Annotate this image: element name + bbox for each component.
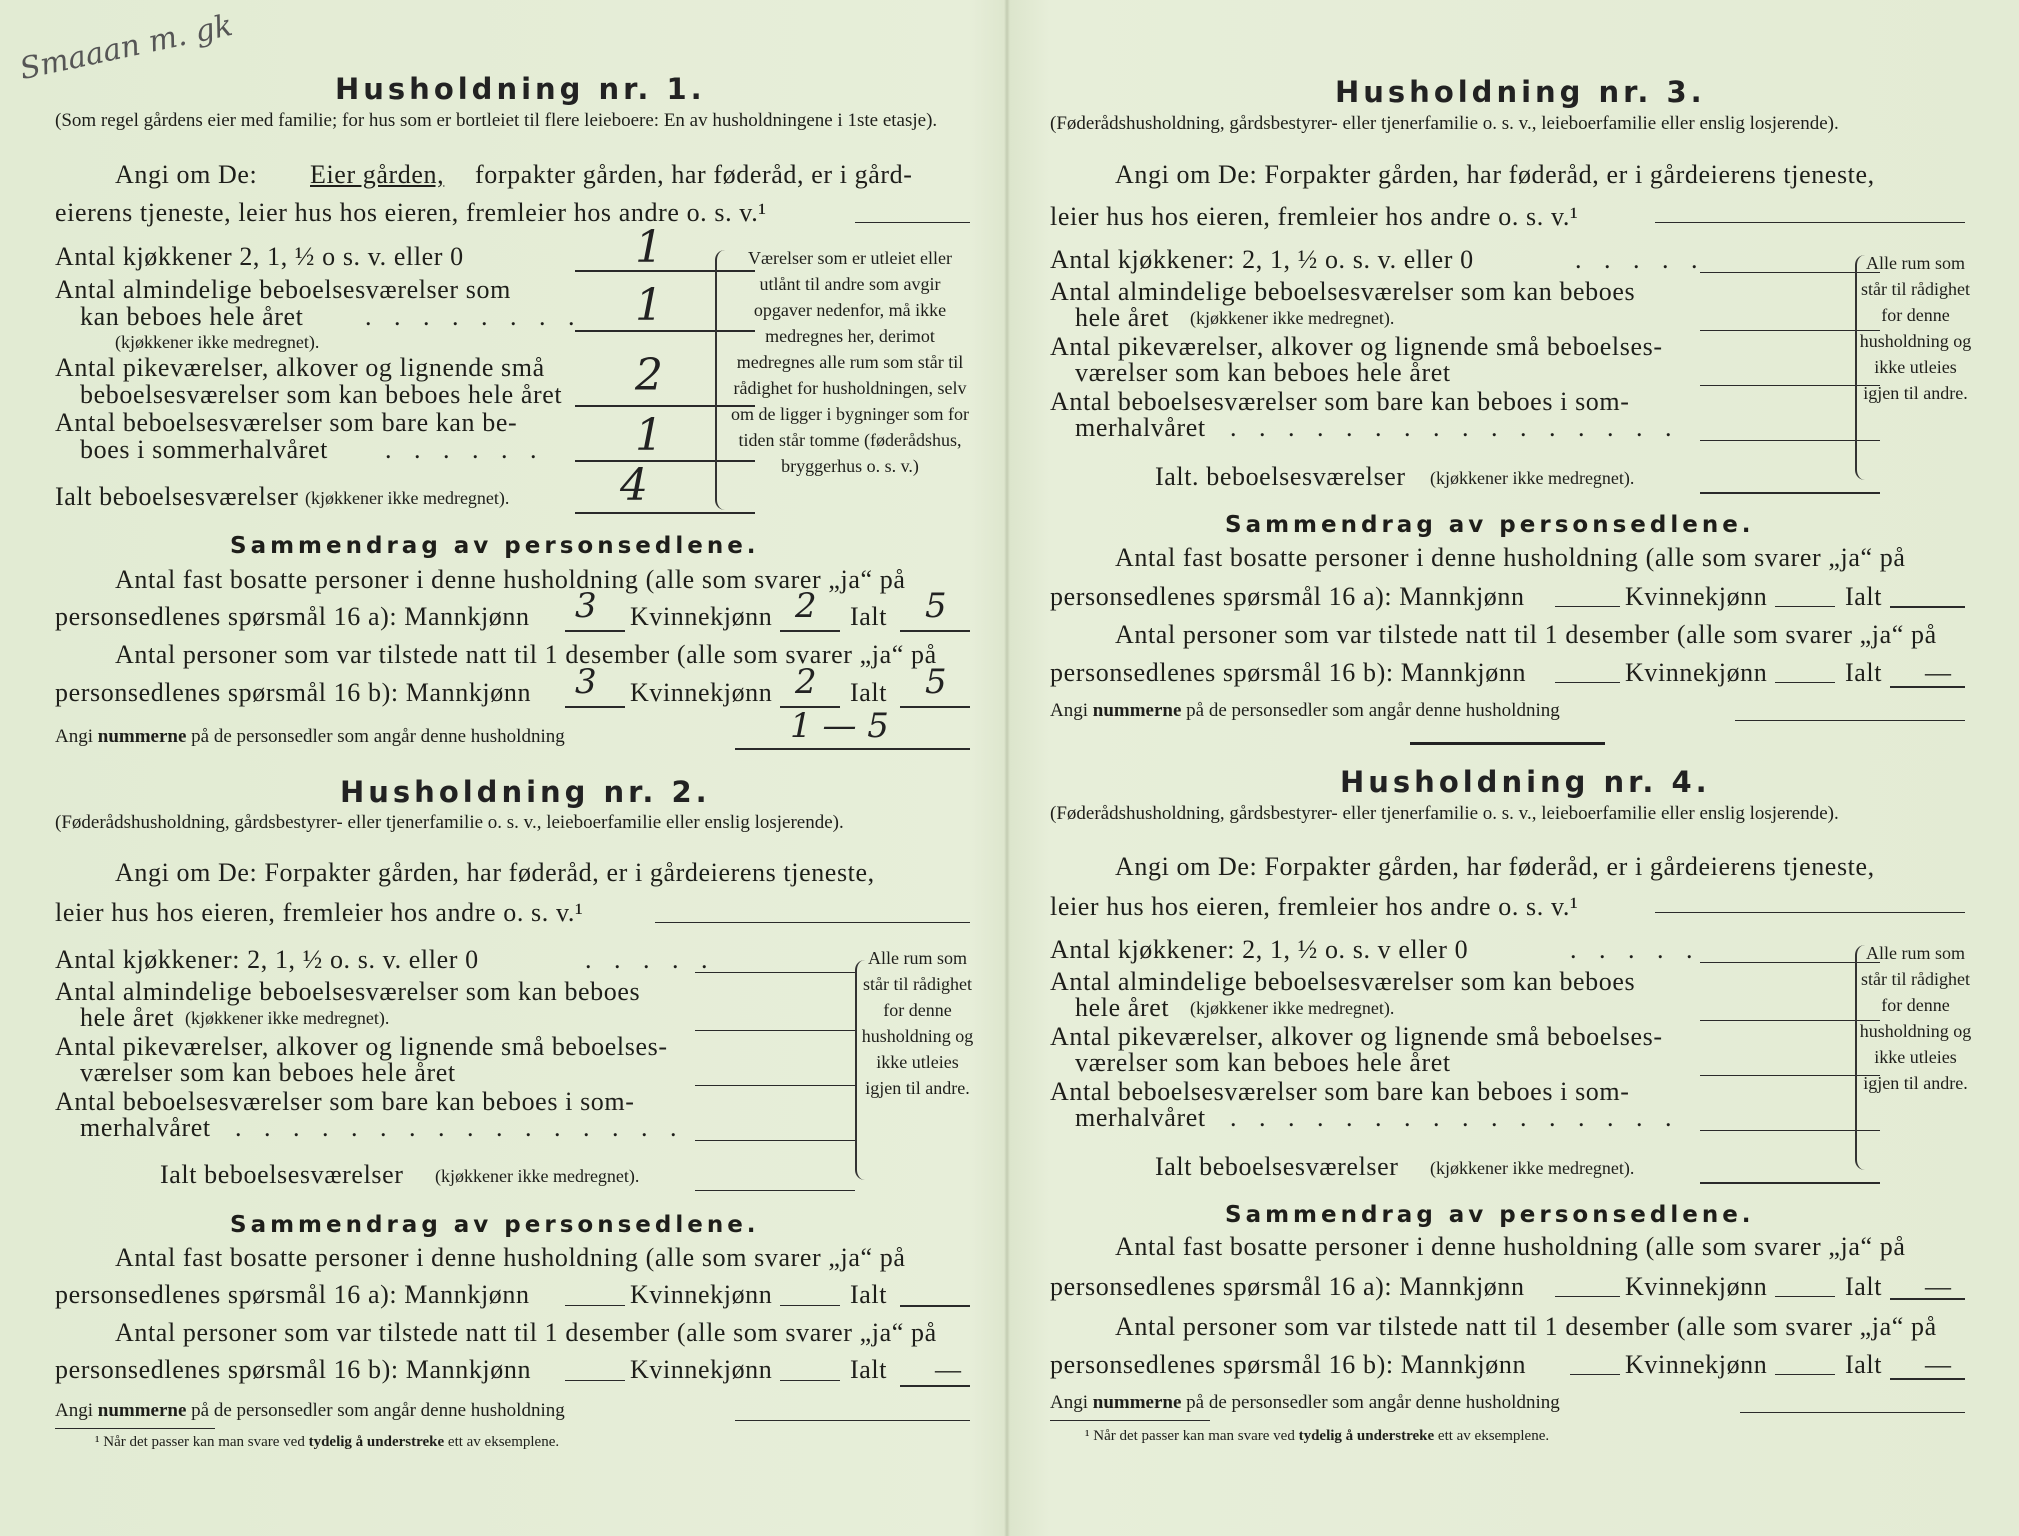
h3-s1-female-label: Kvinnekjønn	[1625, 582, 1768, 611]
h2-rooms-line	[695, 1030, 855, 1031]
h3-total-label: Ialt. beboelsesværelser	[1155, 462, 1406, 491]
h1-s1-text: Antal fast bosatte personer i denne husholdning (alle som svarer „ja“ på	[115, 565, 906, 594]
h3-summer-rooms-label-2: merhalvåret	[1075, 413, 1206, 442]
h2-summary-title: Sammendrag av personsedlene.	[230, 1212, 760, 1238]
h4-kitchens-dots: . . . . .	[1570, 935, 1701, 964]
h1-s1-male-line	[565, 630, 625, 632]
h4-summer-rooms-label-2: merhalvåret	[1075, 1103, 1206, 1132]
h1-total-value[interactable]: 4	[620, 460, 648, 511]
h3-summer-dots: . . . . . . . . . . . . . . . .	[1230, 413, 1680, 442]
h2-s1-male-line	[565, 1305, 625, 1306]
h2-numbers-c: på de personsedler som angår denne husholdning	[191, 1400, 565, 1421]
h4-numbers-label	[1050, 1392, 1560, 1414]
h4-s2-total-label: Ialt	[1845, 1350, 1883, 1379]
h3-small-rooms-label: Antal pikeværelser, alkover og lignende små beboelses-	[1050, 332, 1663, 361]
h4-kitchens-line	[1700, 962, 1880, 963]
h1-total-note: (kjøkkener ikke medregnet).	[305, 488, 510, 508]
h4-summary-title: Sammendrag av personsedlene.	[1225, 1202, 1755, 1228]
h3-numbers-c: på de personsedler som angår denne husholdning	[1186, 700, 1560, 721]
h1-s2-female-label: Kvinnekjønn	[630, 678, 773, 707]
h4-rooms-note: (kjøkkener ikke medregnet).	[1190, 998, 1395, 1018]
h1-s1-female-label: Kvinnekjønn	[630, 602, 773, 631]
h2-s1-total-label: Ialt	[850, 1280, 888, 1309]
h2-total-line	[695, 1190, 855, 1191]
h4-rooms-line	[1700, 1020, 1880, 1021]
h2-side-note: Alle rum som står til rådighet for denne husholdning og ikke utleies igjen til andre.	[861, 948, 974, 1098]
h3-s1-male-line	[1555, 606, 1620, 607]
h4-rooms-label-2: hele året	[1075, 993, 1170, 1022]
h1-s2-total-line	[900, 706, 970, 708]
h2-total-note: (kjøkkener ikke medregnet).	[435, 1166, 640, 1186]
h1-rooms-note: (kjøkkener ikke medregnet).	[115, 332, 320, 352]
h4-footnote-c: ett av eksemplene.	[1437, 1428, 1550, 1444]
h3-rooms-label-2: hele året	[1075, 303, 1170, 332]
h4-s2-total[interactable]: —	[1925, 1350, 1952, 1379]
h4-rooms-label: Antal almindelige beboelsesværelser som kan beboes	[1050, 967, 1636, 996]
h3-rooms-label: Antal almindelige beboelsesværelser som kan beboes	[1050, 277, 1636, 306]
h3-rooms-note: (kjøkkener ikke medregnet).	[1190, 308, 1395, 328]
h1-kitchens-value[interactable]: 1	[635, 222, 663, 273]
h1-small-rooms-label-2: beboelsesværelser som kan beboes hele året	[80, 380, 563, 409]
h1-summer-dots: . . . . . .	[385, 435, 545, 464]
household-2-title: Husholdning nr. 2.	[340, 775, 711, 809]
h1-summer-rooms-label-2: boes i sommerhalvåret	[80, 435, 328, 464]
right-page	[1050, 0, 1980, 1536]
h3-summary-title: Sammendrag av personsedlene.	[1225, 512, 1755, 538]
h3-small-rooms-line	[1700, 385, 1880, 386]
h1-rooms-label: Antal almindelige beboelsesværelser som	[55, 275, 511, 304]
h4-footnote	[1085, 1428, 1549, 1445]
h3-kitchens-dots: . . . . .	[1575, 245, 1706, 274]
h1-numbers-value[interactable]: 1 — 5	[790, 706, 889, 746]
h1-s1-total-label: Ialt	[850, 602, 888, 631]
h4-total-line	[1700, 1182, 1880, 1184]
h4-s2-label: personsedlenes spørsmål 16 b): Mannkjønn	[1050, 1350, 1527, 1379]
h3-numbers-a: Angi	[1050, 700, 1088, 721]
h2-small-rooms-line	[695, 1085, 855, 1086]
h2-s1-female-label: Kvinnekjønn	[630, 1280, 773, 1309]
h1-side-note: Værelser som er utleiet eller utlånt til andre som avgir opgaver nedenfor, må ikke medregnes her, derimot medregnes alle rum som står til rådighet for husholdningen, selv om de ligger i bygninger som for tiden står tomme (føderådshus, bryggerhus o. s. v.)	[731, 248, 969, 476]
h1-summary-title: Sammendrag av personsedlene.	[230, 533, 760, 559]
h2-summer-rooms-line	[695, 1140, 855, 1141]
h2-kitchens-line	[695, 972, 855, 973]
h3-s1-label: personsedlenes spørsmål 16 a): Mannkjønn	[1050, 582, 1525, 611]
h4-numbers-a: Angi	[1050, 1392, 1088, 1413]
h1-rooms-label-2: kan beboes hele året	[80, 302, 304, 331]
h3-s2-total-label: Ialt	[1845, 658, 1883, 687]
h2-ask-text: Angi om De: Forpakter gården, har føderåd, er i gårdeierens tjeneste,	[115, 858, 875, 887]
h2-small-rooms-label: Antal pikeværelser, alkover og lignende små beboelses-	[55, 1032, 668, 1061]
h4-footnote-a: ¹ Når det passer kan man svare ved	[1085, 1428, 1295, 1444]
h2-ask-line	[655, 922, 970, 923]
h4-s2-female-label: Kvinnekjønn	[1625, 1350, 1768, 1379]
h4-s2-total-line	[1890, 1378, 1965, 1380]
h3-s2-female-label: Kvinnekjønn	[1625, 658, 1768, 687]
h2-summer-rooms-label-2: merhalvåret	[80, 1113, 211, 1142]
h1-s2-male-line	[565, 706, 625, 708]
h3-numbers-label	[1050, 700, 1560, 722]
household-1-title: Husholdning nr. 1.	[335, 72, 706, 106]
h1-small-rooms-label: Antal pikeværelser, alkover og lignende små	[55, 353, 545, 382]
h4-s2-female-line	[1775, 1374, 1835, 1375]
h2-summer-dots: . . . . . . . . . . . . . . . .	[235, 1113, 685, 1142]
h2-footnote-c: ett av eksemplene.	[447, 1434, 560, 1450]
h4-numbers-line	[1740, 1412, 1965, 1413]
h1-s1-female-line	[780, 630, 840, 632]
h1-brace	[715, 250, 729, 510]
h4-s2-text: Antal personer som var tilstede natt til 1 desember (alle som svarer „ja“ på	[1115, 1312, 1937, 1341]
household-4-note: (Føderådshusholdning, gårdsbestyrer- eller tjenerfamilie o. s. v., leieboerfamilie eller enslig losjerende).	[1050, 803, 1839, 824]
h3-total-line	[1700, 492, 1880, 494]
h1-summer-rooms-label: Antal beboelsesværelser som bare kan be-	[55, 408, 518, 437]
h1-s2-label: personsedlenes spørsmål 16 b): Mannkjønn	[55, 678, 532, 707]
h3-numbers-b: nummerne	[1092, 700, 1182, 721]
h4-summer-rooms-line	[1700, 1130, 1880, 1131]
h4-s2-male-line	[1570, 1374, 1620, 1375]
h4-numbers-b: nummerne	[1092, 1392, 1182, 1413]
h3-small-rooms-label-2: værelser som kan beboes hele året	[1075, 358, 1451, 387]
h4-total-note: (kjøkkener ikke medregnet).	[1430, 1158, 1635, 1178]
h1-s2-text: Antal personer som var tilstede natt til 1 desember (alle som svarer „ja“ på	[115, 640, 937, 669]
h1-numbers-a: Angi	[55, 726, 93, 747]
h3-summer-rooms-label: Antal beboelsesværelser som bare kan beboes i som-	[1050, 387, 1630, 416]
h4-s1-female-label: Kvinnekjønn	[1625, 1272, 1768, 1301]
h4-ask-text-2: leier hus hos eieren, fremleier hos andre o. s. v.¹	[1050, 892, 1579, 921]
h1-s1-label: personsedlenes spørsmål 16 a): Mannkjønn	[55, 602, 530, 631]
h1-total-label: Ialt beboelsesværelser	[55, 482, 299, 511]
h3-s1-female-line	[1775, 606, 1835, 607]
h4-kitchens-label: Antal kjøkkener: 2, 1, ½ o. s. v eller 0	[1050, 935, 1469, 964]
h3-s1-total-label: Ialt	[1845, 582, 1883, 611]
page-fold	[1004, 0, 1010, 1536]
h2-s2-male-line	[565, 1380, 625, 1381]
h4-footnote-b: tydelig å understreke	[1298, 1428, 1435, 1444]
h3-s2-female-line	[1775, 682, 1835, 683]
h1-numbers-line	[735, 748, 970, 750]
h4-summer-rooms-label: Antal beboelsesværelser som bare kan beboes i som-	[1050, 1077, 1630, 1106]
h2-s2-total-line	[900, 1385, 970, 1387]
h3-ask-text: Angi om De: Forpakter gården, har føderåd, er i gårdeierens tjeneste,	[1115, 160, 1875, 189]
h1-rooms-value[interactable]: 1	[635, 280, 663, 331]
h2-footnote-a: ¹ Når det passer kan man svare ved	[95, 1434, 305, 1450]
corner-scribble: Smaaan m. gk	[16, 7, 236, 88]
h3-ask-text-2: leier hus hos eieren, fremleier hos andre o. s. v.¹	[1050, 202, 1579, 231]
h2-numbers-a: Angi	[55, 1400, 93, 1421]
h1-ask-line	[855, 222, 970, 223]
h4-s1-text: Antal fast bosatte personer i denne husholdning (alle som svarer „ja“ på	[1115, 1232, 1906, 1261]
h4-s1-total[interactable]: —	[1925, 1272, 1952, 1301]
household-3-note: (Føderådshusholdning, gårdsbestyrer- eller tjenerfamilie o. s. v., leieboerfamilie eller enslig losjerende).	[1050, 113, 1839, 134]
h1-s1-female[interactable]: 2	[795, 586, 817, 626]
h2-s2-text: Antal personer som var tilstede natt til 1 desember (alle som svarer „ja“ på	[115, 1318, 937, 1347]
h2-s1-text: Antal fast bosatte personer i denne husholdning (alle som svarer „ja“ på	[115, 1243, 906, 1272]
h1-s2-total[interactable]: 5	[925, 662, 947, 702]
h4-small-rooms-label: Antal pikeværelser, alkover og lignende små beboelses-	[1050, 1022, 1663, 1051]
h3-numbers-line	[1735, 720, 1965, 721]
h2-rooms-label: Antal almindelige beboelsesværelser som kan beboes	[55, 977, 641, 1006]
h4-numbers-c: på de personsedler som angår denne husholdning	[1186, 1392, 1560, 1413]
h3-side-note: Alle rum som står til rådighet for denne husholdning og ikke utleies igjen til andre.	[1859, 253, 1972, 403]
h1-total-line	[575, 512, 755, 514]
h1-rooms-dots: . . . . . . . .	[365, 302, 583, 331]
h3-s2-male-line	[1555, 682, 1620, 683]
h4-summer-dots: . . . . . . . . . . . . . . . .	[1230, 1103, 1680, 1132]
h4-s1-label: personsedlenes spørsmål 16 a): Mannkjønn	[1050, 1272, 1525, 1301]
h4-s1-total-line	[1890, 1298, 1965, 1300]
h1-ask-text-2: eierens tjeneste, leier hus hos eieren, fremleier hos andre o. s. v.¹	[55, 198, 767, 227]
h3-kitchens-label: Antal kjøkkener: 2, 1, ½ o. s. v. eller 0	[1050, 245, 1474, 274]
h2-footnote	[95, 1434, 559, 1451]
h4-side-note: Alle rum som står til rådighet for denne husholdning og ikke utleies igjen til andre.	[1859, 943, 1972, 1093]
h2-s2-total[interactable]: —	[935, 1355, 962, 1384]
household-4-title: Husholdning nr. 4.	[1340, 765, 1711, 799]
h2-s2-female-label: Kvinnekjønn	[630, 1355, 773, 1384]
h2-s1-label: personsedlenes spørsmål 16 a): Mannkjønn	[55, 1280, 530, 1309]
h2-ask-text-2: leier hus hos eieren, fremleier hos andre o. s. v.¹	[55, 898, 584, 927]
h3-total-note: (kjøkkener ikke medregnet).	[1430, 468, 1635, 488]
h2-s2-total-label: Ialt	[850, 1355, 888, 1384]
household-1-note: (Som regel gårdens eier med familie; for hus som er bortleiet til flere leieboere: En av husholdningene i 1ste etasje).	[55, 110, 938, 131]
h1-s2-total-label: Ialt	[850, 678, 888, 707]
h1-ask-label: Angi om De:	[115, 160, 258, 189]
h2-summer-rooms-label: Antal beboelsesværelser som bare kan beboes i som-	[55, 1087, 635, 1116]
h1-s1-total-line	[900, 630, 970, 632]
h1-numbers-label	[55, 726, 565, 748]
h2-s2-label: personsedlenes spørsmål 16 b): Mannkjønn	[55, 1355, 532, 1384]
h3-s2-total-line	[1890, 686, 1965, 688]
h4-s1-male-line	[1555, 1296, 1620, 1297]
h1-ask-text: forpakter gården, har føderåd, er i gård-	[475, 160, 913, 189]
h3-kitchens-line	[1700, 272, 1880, 273]
h3-s2-label: personsedlenes spørsmål 16 b): Mannkjønn	[1050, 658, 1527, 687]
h1-numbers-b: nummerne	[97, 726, 187, 747]
household-2-note: (Føderådshusholdning, gårdsbestyrer- eller tjenerfamilie o. s. v., leieboerfamilie eller enslig losjerende).	[55, 812, 844, 833]
h4-ask-line	[1655, 912, 1965, 913]
h3-summer-rooms-line	[1700, 440, 1880, 441]
h2-rooms-label-2: hele året	[80, 1003, 175, 1032]
h3-s1-text: Antal fast bosatte personer i denne husholdning (alle som svarer „ja“ på	[1115, 543, 1906, 572]
h1-ask-answer[interactable]: Eier gården,	[310, 160, 445, 189]
h2-s1-female-line	[780, 1305, 840, 1306]
h1-s2-female[interactable]: 2	[795, 662, 817, 702]
h1-s1-male[interactable]: 3	[575, 586, 597, 626]
h2-total-label: Ialt beboelsesværelser	[160, 1160, 404, 1189]
h2-small-rooms-label-2: værelser som kan beboes hele året	[80, 1058, 456, 1087]
h2-kitchens-dots: . . . . .	[585, 945, 716, 974]
h1-kitchens-label: Antal kjøkkener 2, 1, ½ o s. v. eller 0	[55, 242, 464, 271]
h4-ask-text: Angi om De: Forpakter gården, har føderåd, er i gårdeierens tjeneste,	[1115, 852, 1875, 881]
household-3-title: Husholdning nr. 3.	[1335, 75, 1706, 109]
h1-numbers-c: på de personsedler som angår denne husholdning	[191, 726, 565, 747]
h2-footnote-rule	[55, 1428, 215, 1429]
left-page	[55, 0, 985, 1536]
h2-numbers-label	[55, 1400, 565, 1422]
h1-s1-total[interactable]: 5	[925, 586, 947, 626]
h2-numbers-b: nummerne	[97, 1400, 187, 1421]
section-separator	[1410, 742, 1605, 745]
h3-s2-text: Antal personer som var tilstede natt til 1 desember (alle som svarer „ja“ på	[1115, 620, 1937, 649]
h2-numbers-line	[735, 1420, 970, 1421]
h2-kitchens-label: Antal kjøkkener: 2, 1, ½ o. s. v. eller 0	[55, 945, 479, 974]
h2-s1-total-line	[900, 1305, 970, 1307]
h1-summer-rooms-value[interactable]: 1	[635, 410, 663, 461]
h2-footnote-b: tydelig å understreke	[308, 1434, 445, 1450]
h3-ask-line	[1655, 222, 1965, 223]
h4-s1-female-line	[1775, 1296, 1835, 1297]
h2-rooms-note: (kjøkkener ikke medregnet).	[185, 1008, 390, 1028]
h4-small-rooms-label-2: værelser som kan beboes hele året	[1075, 1048, 1451, 1077]
h4-total-label: Ialt beboelsesværelser	[1155, 1152, 1399, 1181]
h3-s1-total-line	[1890, 606, 1965, 608]
h3-s2-total[interactable]: —	[1925, 658, 1952, 687]
h3-rooms-line	[1700, 330, 1880, 331]
h1-small-rooms-value[interactable]: 2	[635, 350, 663, 401]
h4-footnote-rule	[1050, 1420, 1210, 1421]
h1-s2-male[interactable]: 3	[575, 662, 597, 702]
h2-s2-female-line	[780, 1380, 840, 1381]
h4-s1-total-label: Ialt	[1845, 1272, 1883, 1301]
h4-small-rooms-line	[1700, 1075, 1880, 1076]
